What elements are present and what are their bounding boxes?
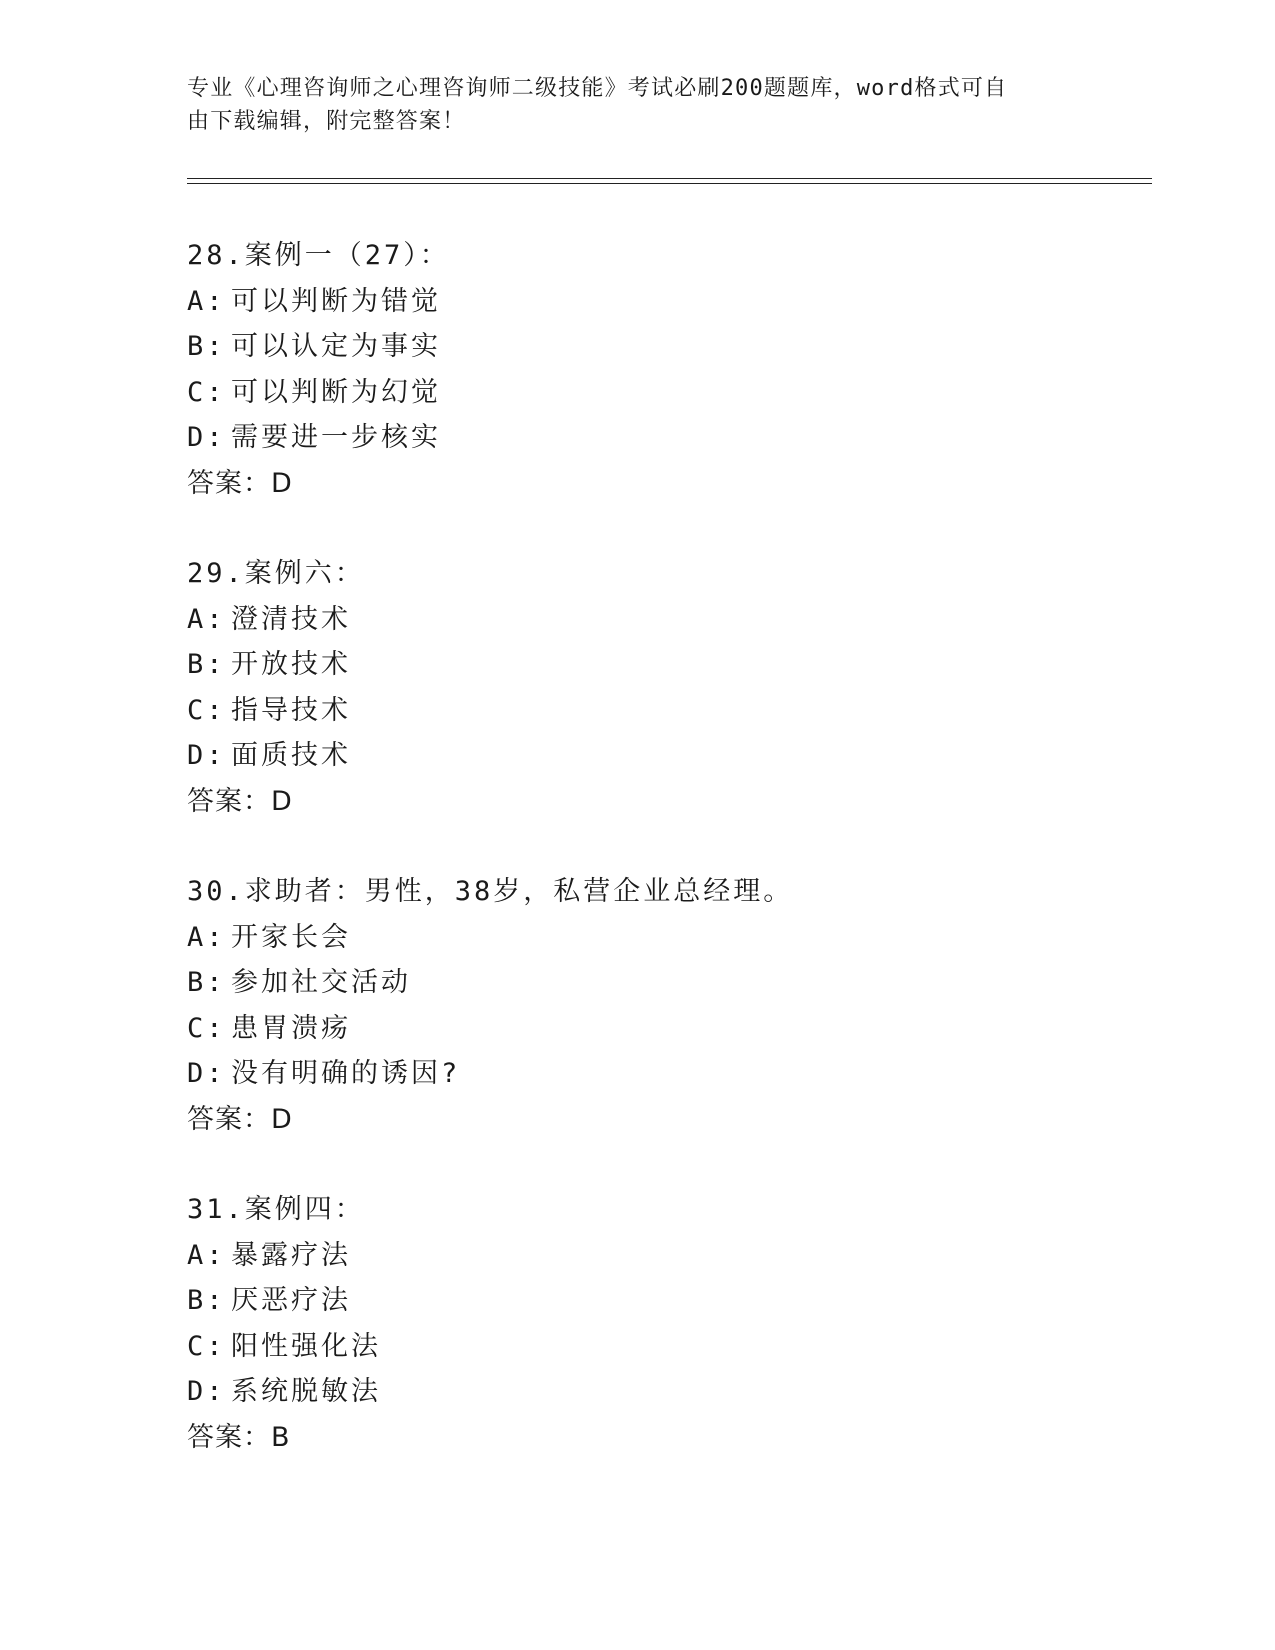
option-key: B: (187, 649, 226, 680)
question-block (187, 869, 1147, 1142)
option-key: C: (187, 1330, 226, 1362)
option-text: 可以认定为事实 (231, 331, 441, 362)
option-b (187, 960, 1147, 1006)
document-header (187, 72, 1067, 138)
option-text: 可以判断为幻觉 (231, 376, 441, 408)
question-block (187, 551, 1147, 824)
option-text: 需要进一步核实 (231, 422, 441, 453)
option-a (187, 1233, 1147, 1279)
option-key: B: (187, 331, 226, 362)
question-stem: 31.案例四： (187, 1194, 365, 1225)
option-text: 厌恶疗法 (231, 1285, 351, 1316)
option-b (187, 324, 1147, 370)
option-d (187, 1051, 1147, 1097)
header-line-2: 由下载编辑，附完整答案！ (187, 109, 466, 134)
option-text: 面质技术 (231, 740, 351, 771)
option-a (187, 279, 1147, 325)
option-key: D: (187, 422, 226, 453)
option-text: 系统脱敏法 (231, 1376, 381, 1407)
option-text: 没有明确的诱因? (231, 1058, 461, 1089)
option-text: 阳性强化法 (231, 1330, 381, 1362)
option-key: C: (187, 694, 226, 726)
option-text: 暴露疗法 (231, 1239, 351, 1271)
option-text: 可以判断为错觉 (231, 285, 441, 317)
option-key: C: (187, 1012, 226, 1044)
option-a (187, 915, 1147, 961)
option-d (187, 733, 1147, 779)
option-d (187, 415, 1147, 461)
option-b (187, 1278, 1147, 1324)
option-key: D: (187, 1376, 226, 1407)
option-b (187, 642, 1147, 688)
option-key: A: (187, 603, 226, 635)
option-key: A: (187, 921, 226, 953)
answer-line: 答案：D (187, 1103, 293, 1135)
header-divider-bottom (187, 183, 1152, 184)
option-key: A: (187, 1239, 226, 1271)
option-text: 患胃溃疡 (231, 1012, 351, 1044)
option-key: A: (187, 285, 226, 317)
option-key: D: (187, 740, 226, 771)
answer-line: 答案：B (187, 1421, 291, 1453)
option-text: 开家长会 (231, 921, 351, 953)
option-d (187, 1369, 1147, 1415)
option-text: 澄清技术 (231, 603, 351, 635)
option-text: 开放技术 (231, 649, 351, 680)
option-c (187, 1324, 1147, 1370)
option-key: B: (187, 1285, 226, 1316)
header-line-1: 专业《心理咨询师之心理咨询师二级技能》考试必刷200题题库，word格式可自 (187, 76, 1008, 101)
option-c (187, 370, 1147, 416)
question-stem: 30.求助者：男性，38岁，私营企业总经理。 (187, 876, 794, 907)
option-c (187, 1006, 1147, 1052)
option-key: D: (187, 1058, 226, 1089)
option-key: C: (187, 376, 226, 408)
option-a (187, 597, 1147, 643)
question-stem: 29.案例六： (187, 558, 365, 589)
header-divider-top (187, 178, 1152, 179)
question-block (187, 1187, 1147, 1460)
option-text: 指导技术 (231, 694, 351, 726)
option-c (187, 688, 1147, 734)
answer-line: 答案：D (187, 467, 293, 499)
option-key: B: (187, 967, 226, 998)
option-text: 参加社交活动 (231, 967, 411, 998)
question-block (187, 233, 1147, 506)
answer-line: 答案：D (187, 785, 293, 817)
question-stem: 28.案例一（27）： (187, 240, 450, 271)
